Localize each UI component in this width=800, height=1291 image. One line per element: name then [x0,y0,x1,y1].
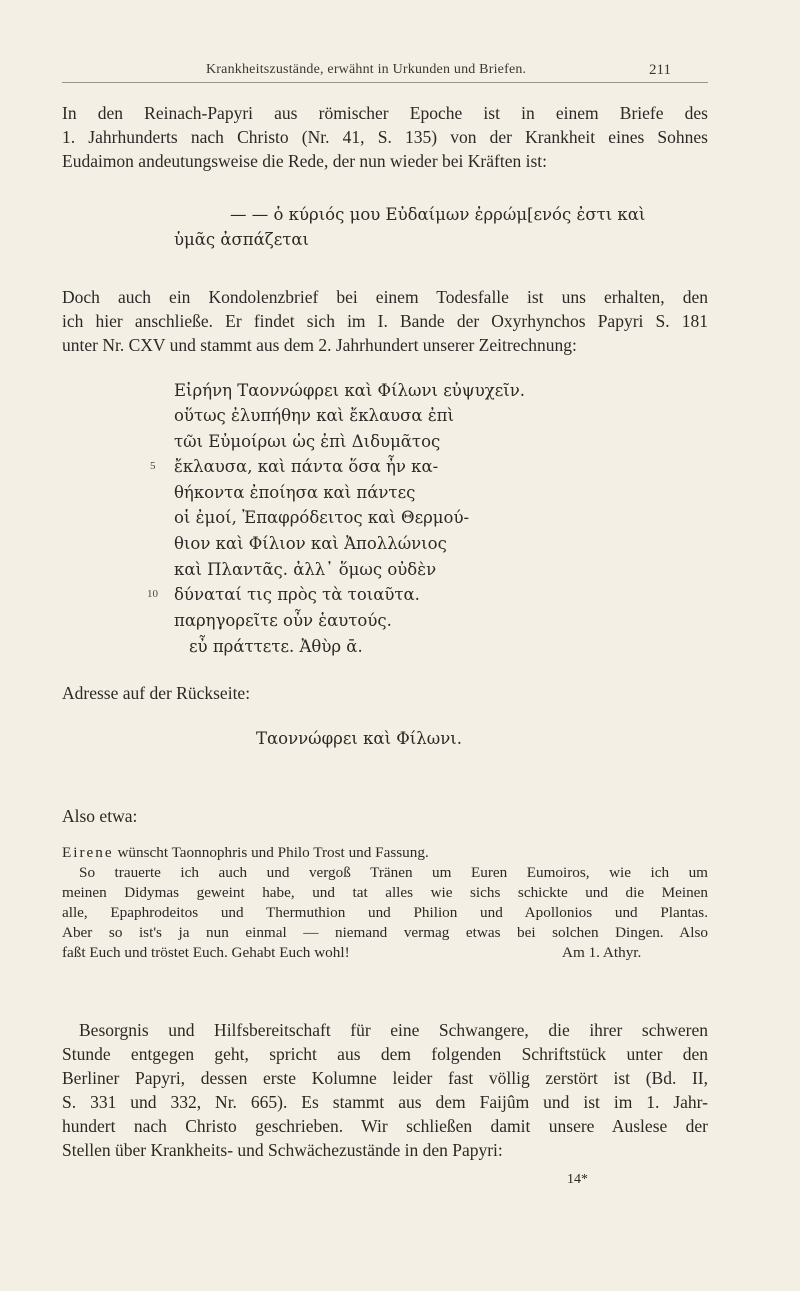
greek-quote-line: ὑμᾶς ἀσπάζεται [174,230,310,249]
text-line: unter Nr. CXV und stammt aus dem 2. Jahrhundert unserer Zeitrechnung: [62,335,577,355]
text-line [62,943,708,963]
text-line: Berliner Papyri, dessen erste Kolumne leider fast völlig zerstört ist (Bd. II, [62,1068,708,1088]
text-line: meinen Didymas geweint habe, und tat alles wie sichs schickte und die Meinen [62,884,708,901]
date-text: Am 1. Athyr. [562,944,642,961]
text-line [62,843,708,863]
letter-line: ἔκλαυσα, καὶ πάντα ὅσα ἦν κα- [174,457,439,476]
text-fragment: faßt Euch und tröstet Euch. Gehabt Euch wohl! [62,944,350,961]
line-number: 5 [150,460,156,472]
paragraph-reinach [62,101,708,173]
letter-line: οἱ ἐμοί, Ἐπαφρόδειτος καὶ Θερμού- [174,508,470,527]
line-number: 10 [147,588,158,600]
text-line: Stellen über Krankheits- und Schwächezustände in den Papyri: [62,1140,503,1160]
text-line: Besorgnis und Hilfsbereitschaft für eine Schwangere, die ihrer schweren [79,1020,708,1040]
header-rule [62,82,708,83]
letter-line: παρηγορεῖτε οὖν ἑαυτούς. [174,611,392,630]
text-line: Stunde entgegen geht, spricht aus dem folgenden Schriftstück unter den [62,1044,708,1064]
letter-line: θιον καὶ Φίλιον καὶ Ἀπολλώνιος [174,534,447,553]
letter-line: εὖ πράττετε. Ἀθὺρ ᾱ. [189,637,363,656]
letter-line: τῶι Εὐμοίρωι ὡς ἐπὶ Διδυμᾶτος [174,432,441,451]
sender-name: Eirene [62,844,114,861]
also-label: Also etwa: [62,806,138,826]
letter-line: Εἰρήνη Ταοννώφρει καὶ Φίλωνι εὐψυχεῖν. [174,381,526,400]
text-line: In den Reinach-Papyri aus römischer Epoche ist in einem Briefe des [62,103,708,123]
page-number: 211 [649,62,671,78]
text-line: ich hier anschließe. Er findet sich im I. Bande der Oxyrhynchos Papyri S. 181 [62,311,708,331]
text-line: S. 331 und 332, Nr. 665). Es stammt aus dem Faijûm und ist im 1. Jahr- [62,1092,708,1112]
signature-mark: 14* [567,1172,588,1187]
text-line: So trauerte ich auch und vergoß Tränen um Euren Eumoiros, wie ich um [79,864,708,881]
text-line: Eudaimon andeutungsweise die Rede, der nun wieder bei Kräften ist: [62,151,547,171]
paragraph-schwangere [62,1018,708,1162]
greek-quote-line: — — ὁ κύριός μου Εὐδαίμων ἐρρώμ[ενός ἐστι καὶ [230,205,646,224]
letter-line: οὕτως ἐλυπήθην καὶ ἔκλαυσα ἐπὶ [174,406,454,425]
text-fragment: wünscht Taonnophris und Philo Trost und Fassung. [117,844,429,861]
translation-block [62,843,708,963]
text-line: Doch auch ein Kondolenzbrief bei einem Todesfalle ist uns erhalten, den [62,287,708,307]
paragraph-kondolenz [62,285,708,357]
letter-line: δύναταί τις πρὸς τὰ τοιαῦτα. [174,585,420,604]
text-line: hundert nach Christo geschrieben. Wir schließen damit unsere Auslese der [62,1116,708,1136]
letter-line: καὶ Πλαντᾶς. ἀλλ᾽ ὅμως οὐδὲν [174,560,437,579]
text-line: alle, Epaphrodeitos und Thermuthion und Philion und Apollonios und Plantas. [62,904,708,921]
text-line: Aber so ist's ja nun einmal — niemand vermag etwas bei solchen Dingen. Also [62,924,708,941]
running-title: Krankheitszustände, erwähnt in Urkunden und Briefen. [206,62,527,77]
address-label: Adresse auf der Rückseite: [62,683,251,703]
address-greek: Ταοννώφρει καὶ Φίλωνι. [256,729,462,748]
letter-line: θήκοντα ἐποίησα καὶ πάντες [174,483,416,502]
text-line: 1. Jahrhunderts nach Christo (Nr. 41, S. 135) von der Krankheit eines Sohnes [62,127,708,147]
